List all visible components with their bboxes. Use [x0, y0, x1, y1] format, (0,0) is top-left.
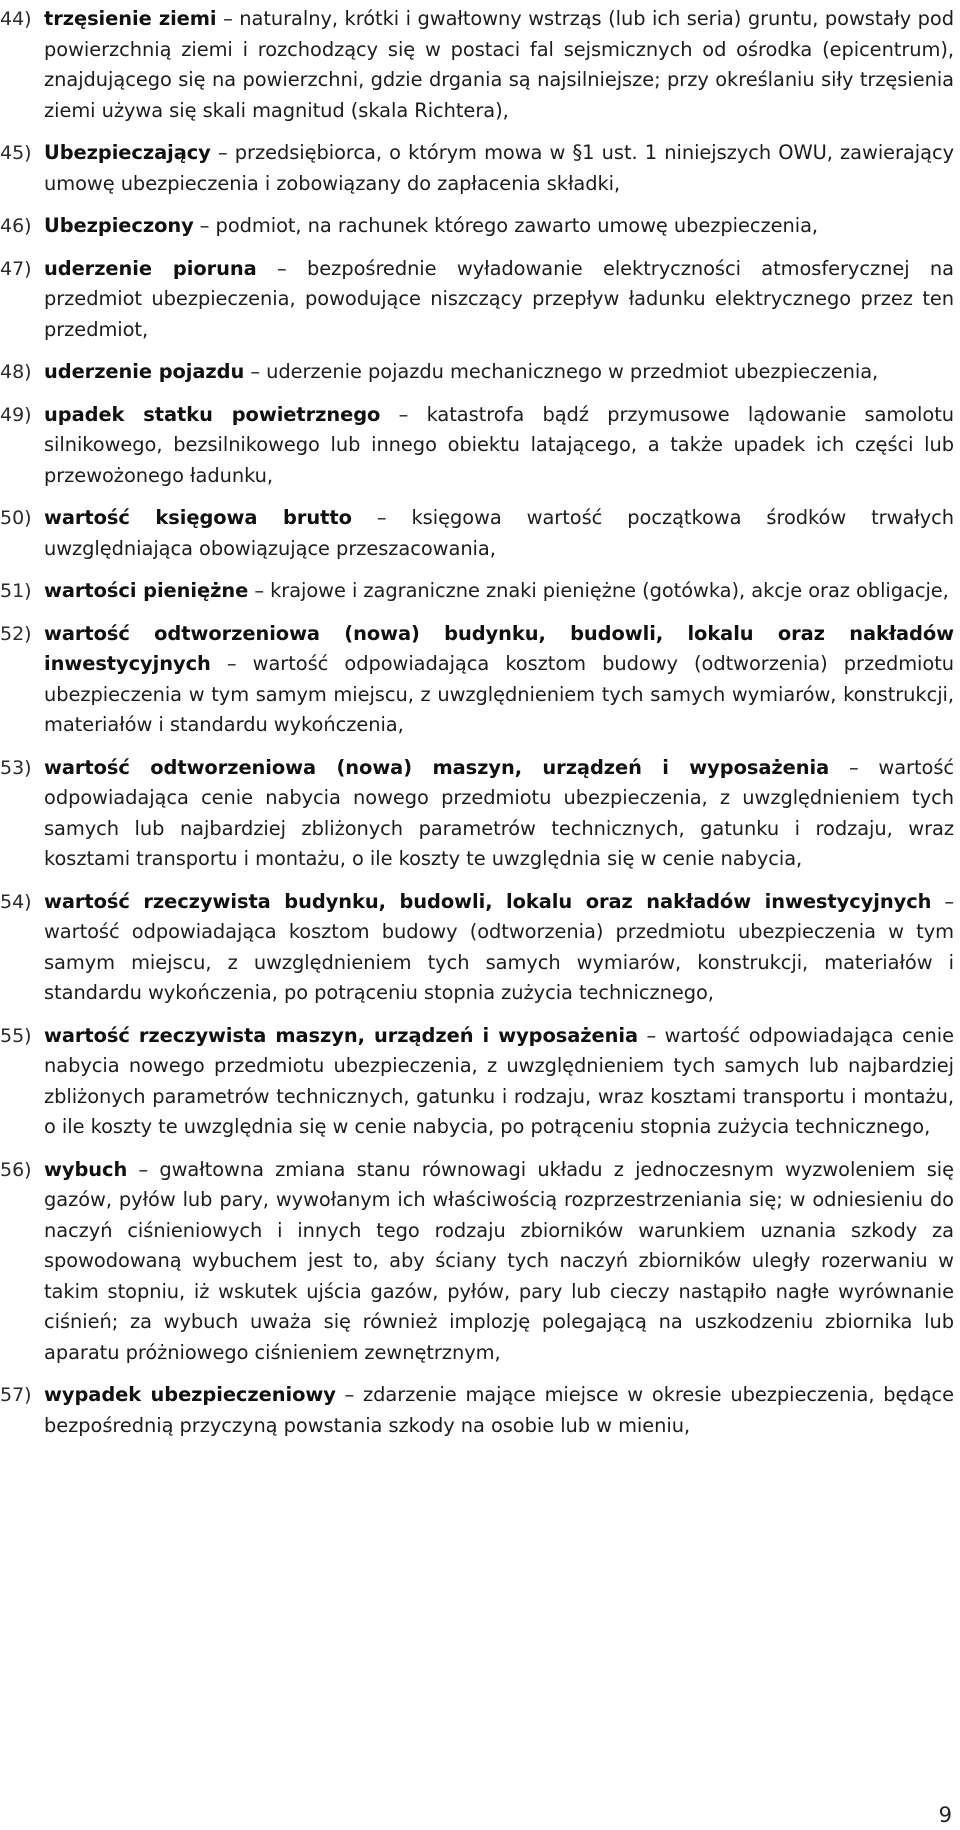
definition-item	[0, 1021, 960, 1143]
definition-number: 55)	[0, 1024, 32, 1047]
definition-number: 56)	[0, 1158, 32, 1181]
definition-body	[44, 1380, 954, 1441]
definition-text: – wartość odpowiadająca cenie nabycia nowego przedmiotu ubezpieczenia, z uwzględnieniem tych samych lub najbardziej zbliżonych parametrów technicznych, gatunku i rodzaju, wraz kosztami transportu i montażu, o ile koszty te uwzględnia się w cenie nabycia, po potrąceniu stopnia zużycia technicznego,	[44, 1023, 955, 1138]
definition-term: uderzenie pojazdu	[44, 360, 245, 383]
definition-body	[44, 753, 954, 875]
definition-item	[0, 1380, 960, 1441]
definition-number: 57)	[0, 1384, 32, 1406]
definition-number: 44)	[0, 8, 32, 30]
definition-text: – zdarzenie mające miejsce w okresie ubezpieczenia, będące bezpośrednią przyczyną powstania szkody na osobie lub w mieniu,	[44, 1383, 954, 1437]
definition-text: – księgowa wartość początkowa środków trwałych uwzględniająca obowiązujące przeszacowania,	[44, 506, 954, 560]
definition-item	[0, 138, 960, 199]
definition-number: 47)	[0, 257, 32, 280]
definition-term: wartość odtworzeniowa (nowa) budynku, budowli, lokalu oraz nakładów inwestycyjnych	[44, 621, 954, 675]
definition-term: Ubezpieczony	[44, 214, 194, 237]
definition-item	[0, 503, 960, 564]
definition-number: 45)	[0, 142, 32, 164]
definition-body	[44, 138, 954, 199]
definition-body	[44, 400, 954, 492]
definition-item	[0, 576, 960, 607]
definition-text: – wartość odpowiadająca cenie nabycia nowego przedmiotu ubezpieczenia, z uwzględnieniem tych samych lub najbardziej zbliżonych parametrów technicznych, gatunku i rodzaju, wraz kosztami transportu i montażu, o ile koszty te uwzględnia się w cenie nabycia,	[44, 755, 955, 870]
definition-body	[44, 254, 954, 346]
definition-number: 51)	[0, 580, 32, 602]
definition-body	[44, 211, 954, 242]
page-number: 9	[938, 1803, 952, 1827]
definition-body	[44, 576, 954, 607]
definition-term: upadek statku powietrznego	[44, 402, 381, 426]
definition-number: 46)	[0, 215, 32, 237]
definition-item	[0, 254, 960, 346]
definition-body	[44, 1021, 954, 1143]
definition-text: – przedsiębiorca, o którym mowa w §1 ust. 1 niniejszych OWU, zawierający umowę ubezpieczenia i zobowiązany do zapłacenia składki,	[44, 141, 954, 195]
definition-body	[44, 503, 954, 564]
definition-term: wartość rzeczywista maszyn, urządzeń i wyposażenia	[44, 1023, 639, 1047]
definition-term: wartość rzeczywista budynku, budowli, lokalu oraz nakładów inwestycyjnych	[44, 889, 932, 913]
definition-text: – krajowe i zagraniczne znaki pieniężne (gotówka), akcje oraz obligacje,	[248, 579, 949, 602]
definition-text: – gwałtowna zmiana stanu równowagi układu z jednoczesnym wyzwoleniem się gazów, pyłów lub pary, wywołanym ich właściwością rozprzestrzeniania się; w odniesieniu do naczyń ciśnieniowych i innych tego rodzaju zbiorników warunkiem uznania szkody za spowodowaną wybuchem jest to, aby ściany tych naczyń zbiorników uległy rozerwaniu w takim stopniu, iż wskutek ujścia gazów, pyłów, pary lub cieczy nastąpiło nagłe wyrównanie ciśnień; za wybuch uważa się również implozję polegającą na uszkodzeniu zbiornika lub aparatu próżniowego ciśnieniem zewnętrznym,	[44, 1157, 954, 1364]
definition-item	[0, 753, 960, 875]
definition-number: 48)	[0, 361, 32, 383]
definition-number: 54)	[0, 890, 32, 913]
definition-body	[44, 357, 954, 388]
definition-number: 53)	[0, 756, 32, 779]
definition-text: – wartość odpowiadająca kosztom budowy (odtworzenia) przedmiotu ubezpieczenia w tym samym miejscu, z uwzględnieniem tych samych wymiarów, konstrukcji, materiałów i standardu wykończenia, po potrąceniu stopnia zużycia technicznego,	[44, 889, 955, 1004]
definition-body	[44, 619, 954, 741]
definition-term: wybuch	[44, 1157, 128, 1181]
definition-term: wartość księgowa brutto	[44, 506, 352, 529]
definition-body	[44, 1155, 954, 1369]
definition-text: – naturalny, krótki i gwałtowny wstrząs (lub ich seria) gruntu, powstały pod powierzchnią ziemi i rozchodzący się w postaci fal sejsmicznych od ośrodka (epicentrum), znajdującego się na powierzchni, gdzie drgania są najsilniejsze; przy określaniu siły trzęsienia ziemi używa się skali magnitud (skala Richtera),	[44, 7, 954, 122]
definition-item	[0, 887, 960, 1009]
definition-term: Ubezpieczający	[44, 141, 211, 164]
definition-item	[0, 357, 960, 388]
definition-item	[0, 400, 960, 492]
definition-term: uderzenie pioruna	[44, 256, 257, 280]
definition-item	[0, 4, 960, 126]
definition-number: 50)	[0, 507, 32, 529]
definition-item	[0, 211, 960, 242]
definition-number: 52)	[0, 622, 32, 645]
definition-term: wartości pieniężne	[44, 579, 249, 602]
definition-term: trzęsienie ziemi	[44, 7, 217, 30]
definition-item	[0, 1155, 960, 1369]
definition-item	[0, 619, 960, 741]
definition-text: – wartość odpowiadająca kosztom budowy (odtworzenia) przedmiotu ubezpieczenia w tym samym miejscu, z uwzględnieniem tych samych wymiarów, konstrukcji, materiałów i standardu wykończenia,	[44, 652, 954, 736]
definition-text: – katastrofa bądź przymusowe lądowanie samolotu silnikowego, bezsilnikowego lub innego obiektu latającego, a także upadek ich części lub przewożonego ładunku,	[44, 402, 955, 487]
definition-text: – bezpośrednie wyładowanie elektryczności atmosferycznej na przedmiot ubezpieczenia, powodujące niszczący przepływ ładunku elektrycznego przez ten przedmiot,	[44, 256, 954, 341]
definition-body	[44, 4, 954, 126]
definition-text: – uderzenie pojazdu mechanicznego w przedmiot ubezpieczenia,	[244, 360, 879, 383]
definition-text: – podmiot, na rachunek którego zawarto umowę ubezpieczenia,	[193, 214, 819, 237]
definition-term: wypadek ubezpieczeniowy	[44, 1383, 336, 1406]
definition-number: 49)	[0, 403, 32, 426]
definition-body	[44, 887, 954, 1009]
definition-term: wartość odtworzeniowa (nowa) maszyn, urządzeń i wyposażenia	[44, 755, 830, 779]
